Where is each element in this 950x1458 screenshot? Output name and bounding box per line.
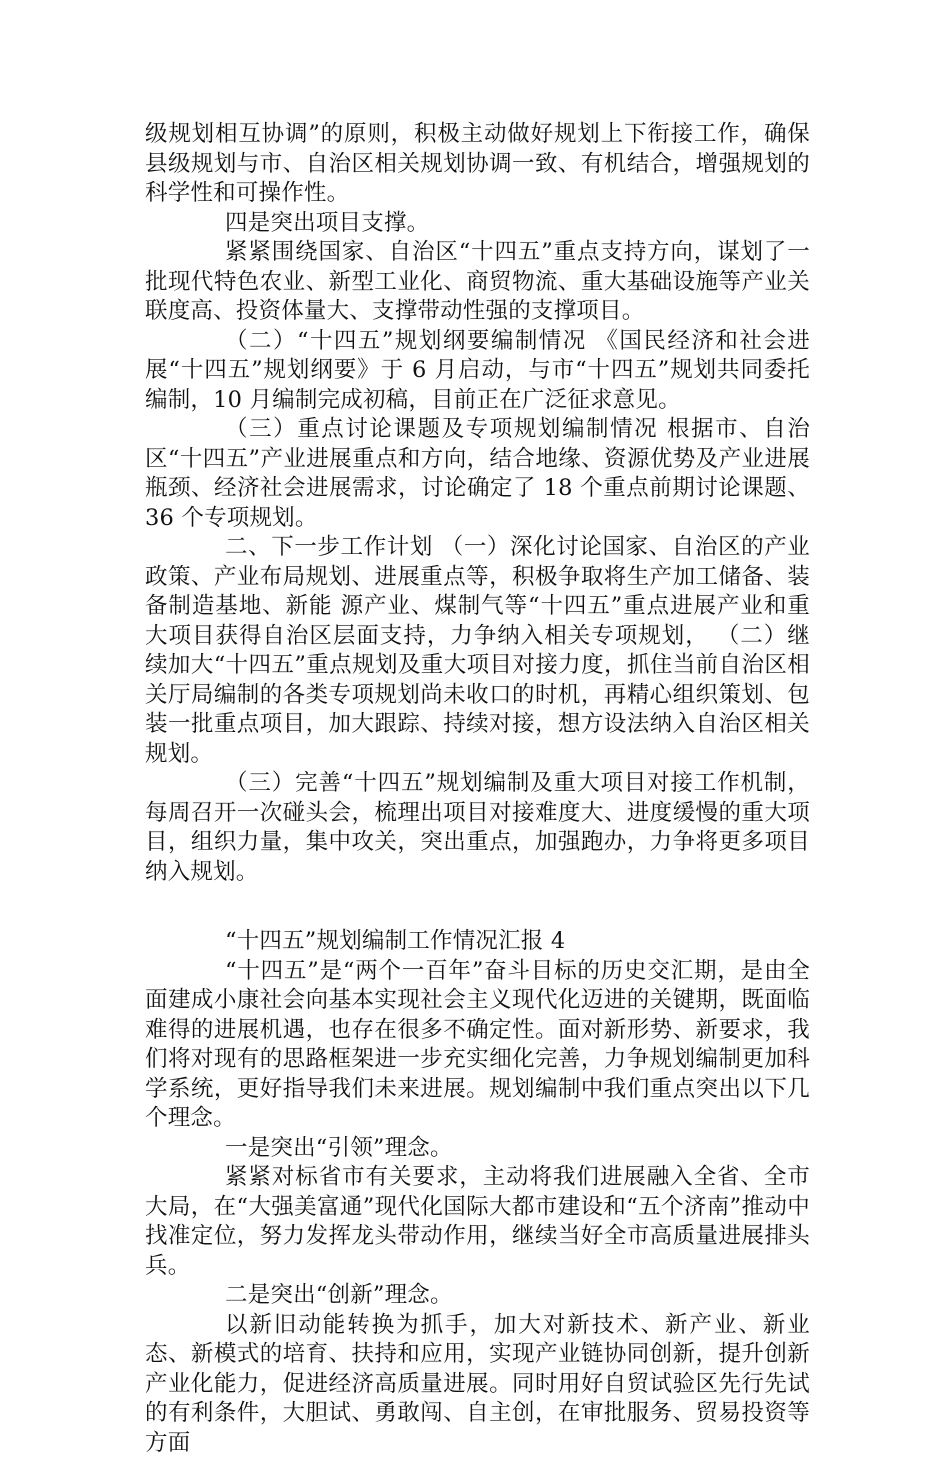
heading-project-support: 四是突出项目支撑。 [145,209,810,239]
paragraph-leading-concept: 紧紧对标省市有关要求，主动将我们进展融入全省、全市大局，在“大强美富通”现代化国际大都市建设和“五个济南”推动中找准定位，努力发挥龙头带动作用，继续当好全市高质量进展排头兵。 [145,1163,810,1281]
section-spacer [145,887,810,927]
section-title: “十四五”规划编制工作情况汇报 4 [145,927,810,957]
paragraph-research-topics: （三）重点讨论课题及专项规划编制情况 根据市、自治区“十四五”产业进展重点和方向，结合地缘、资源优势及产业进展瓶颈、经济社会进展需求，讨论确定了 18 个重点前期讨论课题、36 个专项规划。 [145,415,810,533]
paragraph-continuation: 级规划相互协调”的原则，积极主动做好规划上下衔接工作，确保县级规划与市、自治区相关规划协调一致、有机结合，增强规划的科学性和可操作性。 [145,120,810,209]
paragraph-outline-status: （二）“十四五”规划纲要编制情况 《国民经济和社会进展“十四五”规划纲要》于 6 月启动，与市“十四五”规划共同委托编制，10 月编制完成初稿，目前正在广泛征求意见。 [145,327,810,416]
heading-leading-concept: 一是突出“引领”理念。 [145,1134,810,1164]
document-body [145,120,810,1458]
paragraph-next-steps: 二、下一步工作计划 （一）深化讨论国家、自治区的产业政策、产业布局规划、进展重点等，积极争取将生产加工储备、装备制造基地、新能 源产业、煤制气等“十四五”重点进展产业和重大项目获得自治区层面支持，力争纳入相关专项规划， （二）继续加大“十四五”重点规划及重大项目对接力度，抓住当前自治区相关厅局编制的各类专项规划尚未收口的时机，再精心组织策划、包装一批重点项目，加大跟踪、持续对接，想方设法纳入自治区相关规划。 [145,533,810,769]
paragraph-intro: “十四五”是“两个一百年”奋斗目标的历史交汇期，是由全面建成小康社会向基本实现社会主义现代化迈进的关键期，既面临难得的进展机遇，也存在很多不确定性。面对新形势、新要求，我们将对现有的思路框架进一步充实细化完善，力争规划编制更加科学系统，更好指导我们未来进展。规划编制中我们重点突出以下几个理念。 [145,957,810,1134]
paragraph-work-mechanism: （三）完善“十四五”规划编制及重大项目对接工作机制，每周召开一次碰头会，梳理出项目对接难度大、进度缓慢的重大项目，组织力量，集中攻关，突出重点，加强跑办，力争将更多项目纳入规划。 [145,769,810,887]
heading-innovation-concept: 二是突出“创新”理念。 [145,1281,810,1311]
paragraph-project-support: 紧紧围绕国家、自治区“十四五”重点支持方向，谋划了一批现代特色农业、新型工业化、商贸物流、重大基础设施等产业关联度高、投资体量大、支撑带动性强的支撑项目。 [145,238,810,327]
paragraph-innovation-concept: 以新旧动能转换为抓手，加大对新技术、新产业、新业态、新模式的培育、扶持和应用，实现产业链协同创新，提升创新产业化能力，促进经济高质量进展。同时用好自贸试验区先行先试的有利条件，大胆试、勇敢闯、自主创，在审批服务、贸易投资等方面 [145,1311,810,1458]
